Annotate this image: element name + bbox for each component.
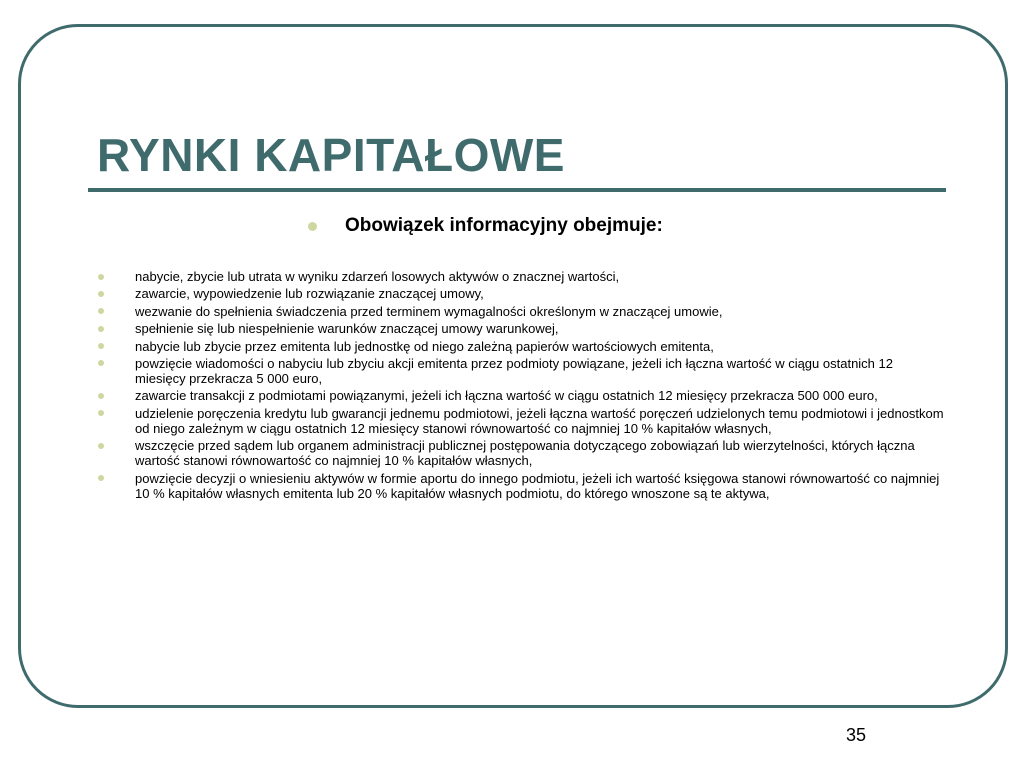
list-item — [96, 471, 946, 501]
list-item — [96, 406, 946, 436]
main-point-text: Obowiązek informacyjny obejmuje: — [345, 215, 663, 236]
list-item-text: spełnienie się lub niespełnienie warunków znaczącej umowy warunkowej, — [135, 321, 559, 337]
bullet-icon — [98, 410, 104, 416]
bullet-icon — [98, 360, 104, 366]
list-item-text: wszczęcie przed sądem lub organem administracji publicznej postępowania dotyczącego zobowiązań lub wierzytelności, których łączna wartość stanowi równowartość co najmniej 10 % kapitałów własnych, — [135, 438, 915, 469]
page-number: 35 — [846, 725, 867, 745]
main-point — [308, 215, 663, 237]
list-item — [96, 269, 946, 284]
bullet-icon — [98, 308, 104, 314]
list-item — [96, 356, 946, 386]
list-item-text: udzielenie poręczenia kredytu lub gwarancji jednemu podmiotowi, jeżeli łączna wartość poręczeń udzielonych temu podmiotowi i jednostkom od niego zależnym w ciągu ostatnich 12 miesięcy stanowi równowartość co najmniej 10 % kapitałów własnych, — [135, 405, 944, 436]
list-item-text: wezwanie do spełnienia świadczenia przed terminem wymagalności określonym w znaczącej umowie, — [135, 303, 723, 319]
list-item-text: zawarcie transakcji z podmiotami powiązanymi, jeżeli ich łączna wartość w ciągu ostatnich 12 miesięcy przekracza 500 000 euro, — [135, 388, 878, 404]
list-item — [96, 304, 946, 319]
bullet-icon — [98, 291, 104, 297]
list-item-text: nabycie, zbycie lub utrata w wyniku zdarzeń losowych aktywów o znacznej wartości, — [135, 269, 620, 284]
list-item — [96, 388, 946, 403]
bullet-icon — [98, 326, 104, 332]
list-item-text: powzięcie wiadomości o nabyciu lub zbyciu akcji emitenta przez podmioty powiązane, jeżeli ich łączna wartość w ciągu ostatnich 12 miesięcy przekracza 5 000 euro, — [135, 355, 893, 386]
title-divider — [88, 188, 946, 192]
bullet-icon — [98, 393, 104, 399]
bullet-icon — [98, 475, 104, 481]
bullet-icon — [98, 274, 104, 280]
bullet-icon — [98, 443, 104, 449]
list-item-text: zawarcie, wypowiedzenie lub rozwiązanie znaczącej umowy, — [135, 286, 484, 302]
list-item — [96, 339, 946, 354]
slide-title: RYNKI KAPITAŁOWE — [97, 129, 565, 181]
list-item — [96, 438, 946, 468]
list-item — [96, 321, 946, 336]
bullet-icon — [308, 222, 317, 231]
list-item — [96, 286, 946, 301]
list-item-text: powzięcie decyzji o wniesieniu aktywów w formie aportu do innego podmiotu, jeżeli ich wartość księgowa stanowi równowartość co najmniej 10 % kapitałów własnych emitenta lub 20 % kapitałów własnych podmiotu, do którego wnoszone są te aktywa, — [135, 470, 940, 501]
bullet-icon — [98, 343, 104, 349]
list-item-text: nabycie lub zbycie przez emitenta lub jednostkę od niego zależną papierów wartościowych emitenta, — [135, 338, 714, 354]
obligations-list — [96, 269, 946, 503]
